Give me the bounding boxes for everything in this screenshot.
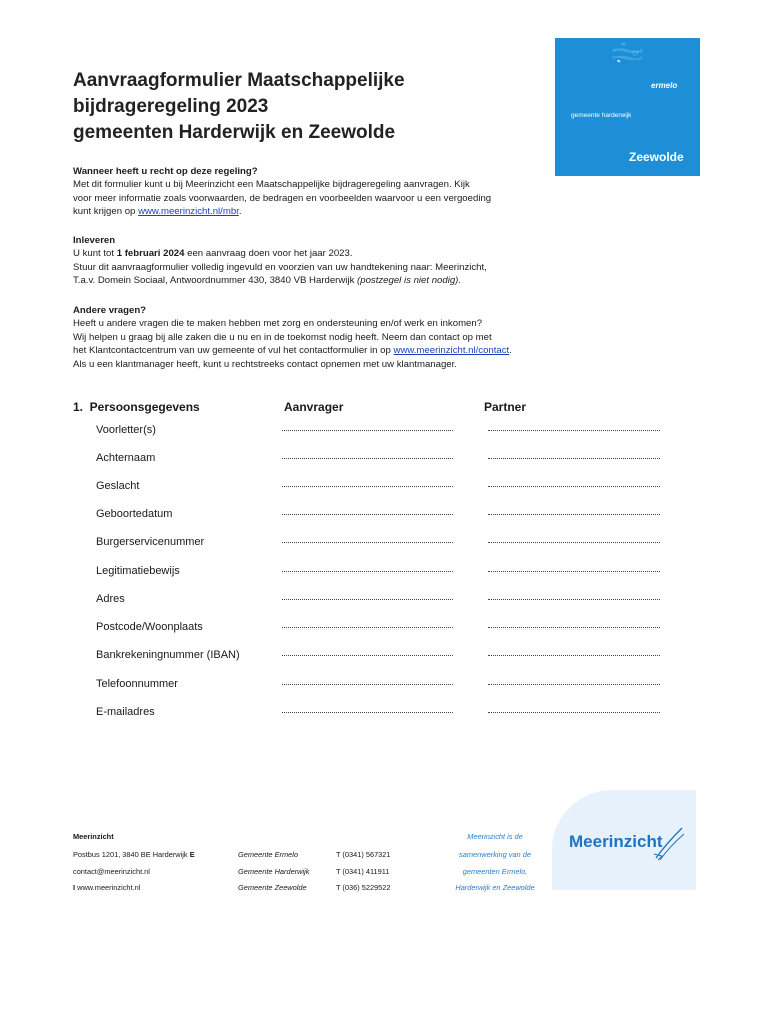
footer-tagline-3: gemeenten Ermelo,	[462, 867, 528, 876]
submit-line-1-post: een aanvraag doen voor het jaar 2023.	[184, 248, 353, 260]
questions-line-3-end: .	[509, 345, 512, 357]
submit-line-1	[73, 247, 553, 260]
meerinzicht-logo	[552, 790, 696, 890]
field-label: Adres	[96, 593, 125, 605]
eligibility-line-3-end: .	[238, 206, 242, 218]
partner-input-line[interactable]	[488, 571, 660, 572]
questions-line-4: Als u een klantmanager heeft, kunt u rechtstreeks contact opnemen met uw klantmanager.	[73, 358, 457, 370]
field-label: Bankrekeningnummer (IBAN)	[96, 649, 240, 661]
footer-tagline-1: Meerinzicht is de	[467, 832, 523, 841]
submit-address: T.a.v. Domein Sociaal, Antwoordnummer 430, 3840 VB Harderwijk	[73, 275, 358, 287]
deadline-date: 1 februari 2024	[116, 248, 185, 260]
footer-muni-2: Gemeente Harderwijk	[238, 867, 310, 876]
partner-input-line[interactable]	[488, 486, 660, 487]
column-header-partner: Partner	[484, 400, 527, 414]
questions-line-1: Heeft u andere vragen die te maken hebben met zorg en ondersteuning en/of werk en inkomen?	[73, 318, 483, 330]
questions-line-3	[73, 344, 553, 357]
partner-input-line[interactable]	[488, 514, 660, 515]
form-row	[96, 480, 676, 496]
field-label: Postcode/Woonplaats	[96, 621, 203, 633]
title-line-1: Aanvraagformulier Maatschappelijke	[73, 70, 405, 91]
partner-input-line[interactable]	[488, 599, 660, 600]
form-row	[96, 678, 676, 694]
field-label: Geslacht	[96, 480, 140, 492]
submit-line-3	[73, 274, 553, 287]
postage-note: (postzegel is niet nodig).	[357, 275, 462, 287]
submit-heading: Inleveren	[73, 235, 116, 246]
form-row	[96, 424, 676, 440]
applicant-input-line[interactable]	[282, 430, 453, 431]
applicant-input-line[interactable]	[282, 599, 453, 600]
questions-line-2: Wij helpen u graag bij alle zaken die u nu en in de toekomst nodig heeft. Neem dan contact op met	[73, 331, 492, 343]
form-row	[96, 706, 676, 722]
field-label: Achternaam	[96, 452, 156, 464]
footer-phone-1: T (0341) 567321	[336, 850, 391, 859]
municipalities-logo	[555, 38, 700, 176]
eligibility-line-1: Met dit formulier kunt u bij Meerinzicht een Maatschappelijke bijdrageregeling aanvragen. Kijk	[73, 179, 470, 191]
eligibility-line-2: voor meer informatie zoals voorwaarden, de bedragen en voorbeelden waarvoor u een vergoeding	[73, 192, 492, 204]
applicant-input-line[interactable]	[282, 684, 453, 685]
partner-input-line[interactable]	[488, 627, 660, 628]
meerinzicht-logo-text: Meerinzicht	[569, 832, 663, 851]
applicant-input-line[interactable]	[282, 514, 453, 515]
field-label: Burgerservicenummer	[96, 536, 205, 548]
logo-waves	[555, 38, 700, 66]
field-label: E-mailadres	[96, 706, 155, 718]
applicant-input-line[interactable]	[282, 627, 453, 628]
title-line-3: gemeenten Harderwijk en Zeewolde	[73, 122, 396, 143]
mbr-link[interactable]: www.meerinzicht.nl/mbr	[138, 206, 239, 218]
partner-input-line[interactable]	[488, 655, 660, 656]
section-submit	[73, 234, 553, 288]
footer-web[interactable]: www.meerinzicht.nl	[77, 883, 141, 892]
logo-ermelo-text: ermelo	[651, 81, 678, 90]
section-eligibility	[73, 165, 553, 219]
form-row	[96, 565, 676, 581]
eligibility-heading: Wanneer heeft u recht op deze regeling?	[73, 166, 258, 177]
form-row	[96, 649, 676, 665]
partner-input-line[interactable]	[488, 458, 660, 459]
eligibility-line-3	[73, 205, 553, 218]
partner-input-line[interactable]	[488, 430, 660, 431]
column-header-applicant: Aanvrager	[284, 400, 344, 414]
footer-tagline-4: Harderwijk en Zeewolde	[455, 883, 535, 892]
partner-input-line[interactable]	[488, 542, 660, 543]
field-label: Geboortedatum	[96, 508, 173, 520]
applicant-input-line[interactable]	[282, 458, 453, 459]
questions-line-3-text: het Klantcontactcentrum van uw gemeente of vul het contactformulier in op	[73, 345, 394, 357]
field-label: Legitimatiebewijs	[96, 565, 180, 577]
field-label: Voorletter(s)	[96, 424, 156, 436]
section-title-personal: 1. Persoonsgegevens	[73, 400, 200, 414]
footer-phone-2: T (0341) 411911	[336, 867, 390, 876]
form-row	[96, 452, 676, 468]
field-label: Telefoonnummer	[96, 678, 178, 690]
logo-harderwijk-text: gemeente harderwijk	[571, 112, 632, 119]
bird-icon	[652, 824, 686, 864]
logo-zeewolde-text: Zeewolde	[629, 150, 684, 164]
footer-muni-1: Gemeente Ermelo	[238, 850, 298, 859]
footer-phone-3: T (036) 5229522	[336, 883, 391, 892]
footer-address: Postbus 1201, 3840 BE Harderwijk	[73, 850, 188, 859]
footer-email-prefix: E	[189, 850, 195, 859]
contact-link[interactable]: www.meerinzicht.nl/contact	[393, 345, 510, 357]
partner-input-line[interactable]	[488, 684, 660, 685]
applicant-input-line[interactable]	[282, 655, 453, 656]
questions-heading: Andere vragen?	[73, 305, 147, 316]
applicant-input-line[interactable]	[282, 486, 453, 487]
submit-line-1-pre: U kunt tot	[73, 248, 117, 260]
partner-input-line[interactable]	[488, 712, 660, 713]
form-row	[96, 621, 676, 637]
footer-email[interactable]: contact@meerinzicht.nl	[73, 867, 150, 876]
eligibility-line-3-text: kunt krijgen op	[73, 206, 139, 218]
title-line-2: bijdrageregeling 2023	[73, 96, 269, 117]
footer-org: Meerinzicht	[73, 832, 114, 841]
footer-web-line	[73, 883, 140, 892]
footer-muni-3: Gemeente Zeewolde	[238, 883, 307, 892]
footer-web-prefix: I	[73, 883, 76, 892]
form-row	[96, 508, 676, 524]
submit-line-2: Stuur dit aanvraagformulier volledig ingevuld en voorzien van uw handtekening naar: Meerinzicht,	[73, 261, 487, 273]
page-title	[73, 68, 543, 146]
footer-tagline-2: samenwerking van de	[459, 850, 531, 859]
applicant-input-line[interactable]	[282, 571, 453, 572]
form-row	[96, 593, 676, 609]
form-row	[96, 536, 676, 552]
section-questions	[73, 304, 553, 371]
applicant-input-line[interactable]	[282, 712, 453, 713]
footer-address-line	[73, 850, 195, 859]
applicant-input-line[interactable]	[282, 542, 453, 543]
